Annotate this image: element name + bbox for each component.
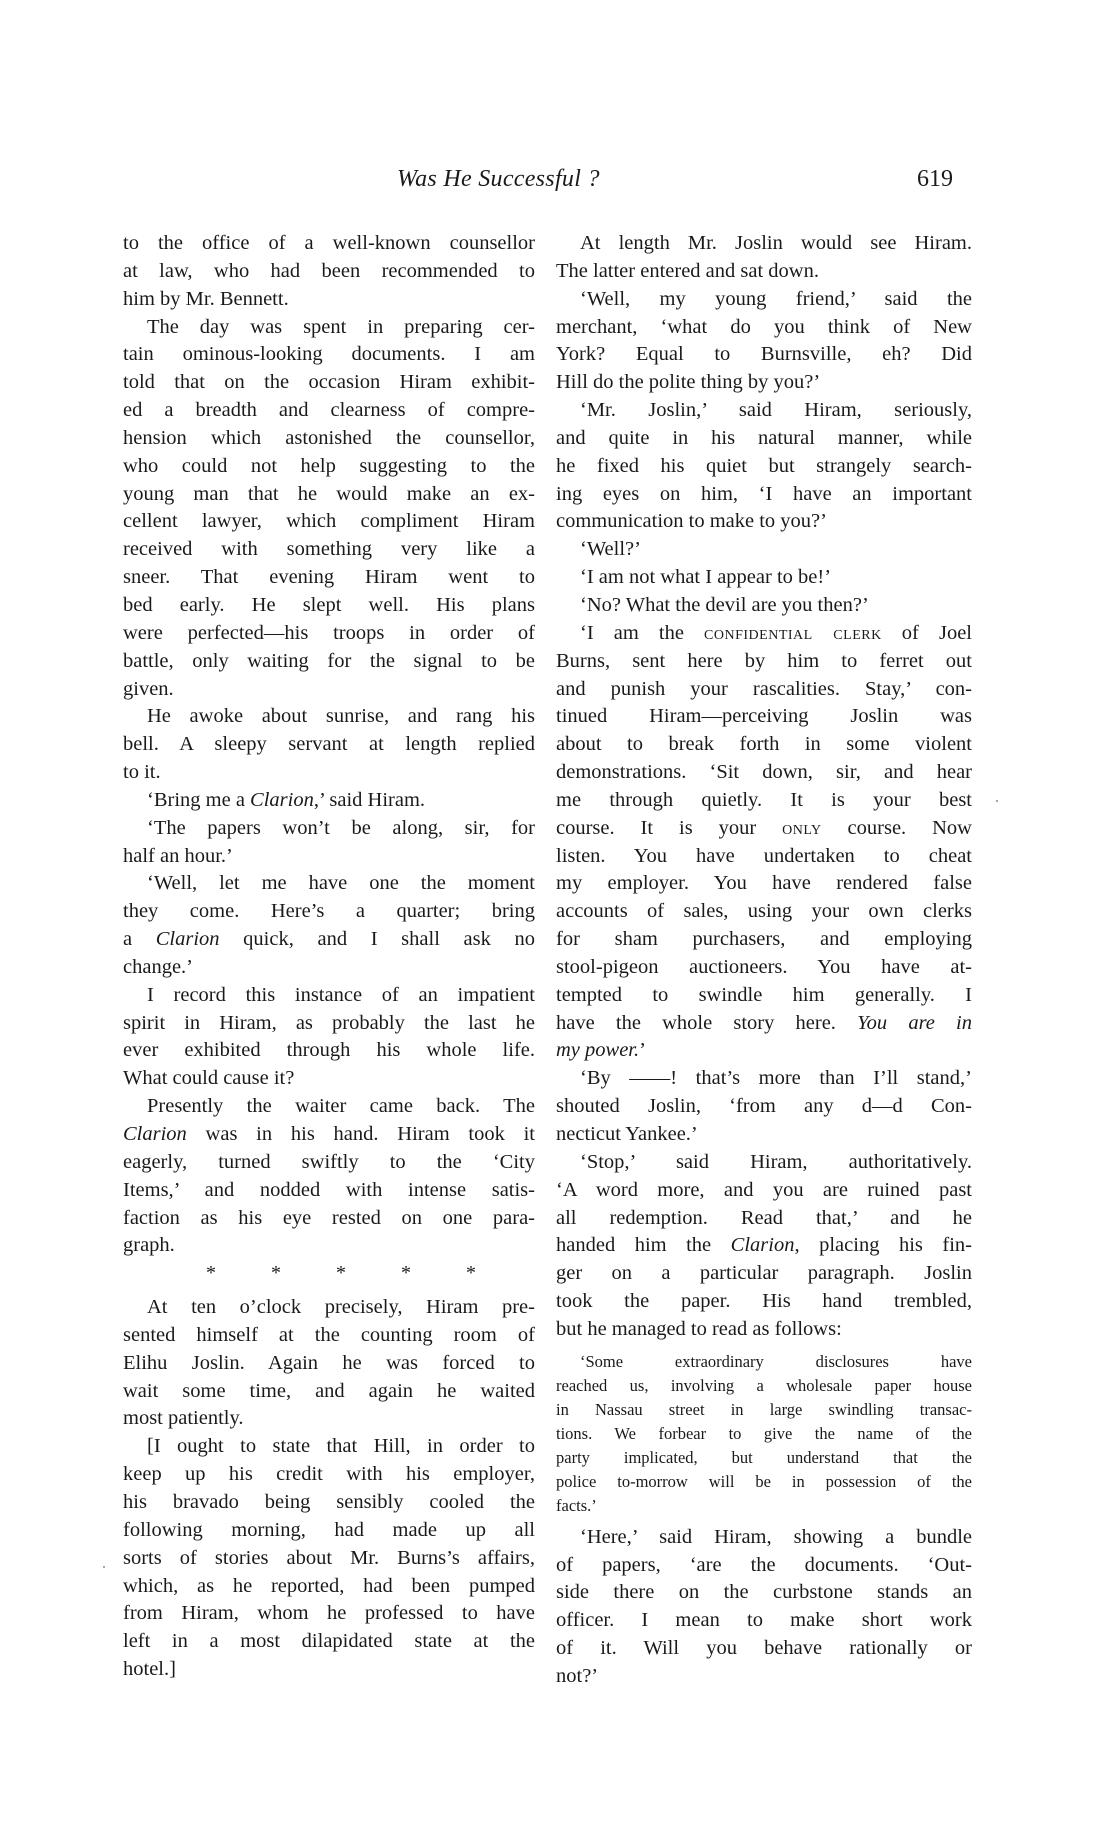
text-line: tinued Hiram—perceiving Joslin was: [556, 705, 972, 728]
text-line: not?’: [556, 1664, 599, 1687]
text-line: received with something very like a: [123, 538, 535, 561]
text-line: young man that he would make an ex-: [123, 482, 535, 505]
text-line: Elihu Joslin. Again he was forced to: [123, 1351, 535, 1374]
text-line: [556, 1010, 972, 1038]
text-line: tain ominous-looking documents. I am: [123, 343, 535, 366]
text-line: demonstrations. ‘Sit down, sir, and hear: [556, 761, 972, 784]
text-line: graph.: [123, 1234, 175, 1257]
text-line: ‘The papers won’t be along, sir, for: [147, 816, 535, 839]
text-line: to it.: [123, 761, 161, 784]
text-line: ‘Well, my young friend,’ said the: [580, 287, 972, 310]
newspaper-title: Clarion: [730, 1234, 795, 1257]
text-line: ‘No? What the devil are you then?’: [580, 593, 869, 616]
left-column: [123, 230, 535, 1684]
text-line: communication to make to you?’: [556, 510, 827, 533]
text-line: sented himself at the counting room of: [123, 1323, 535, 1346]
text-fragment: was in his hand. Hiram took it: [186, 1123, 535, 1145]
text-line: Hill do the polite thing by you?’: [556, 371, 821, 394]
text-line: ‘Well?’: [580, 538, 641, 561]
asterisk: *: [401, 1262, 411, 1285]
asterisk: *: [466, 1262, 476, 1285]
text-line: left in a most dilapidated state at the: [123, 1630, 535, 1653]
text-line: ever exhibited through his whole life.: [123, 1039, 535, 1062]
text-line: following morning, had made up all: [123, 1518, 535, 1541]
text-line: ‘Here,’ said Hiram, showing a bundle: [580, 1525, 972, 1548]
text-line: who could not help suggesting to the: [123, 454, 535, 477]
text-line: Presently the waiter came back. The: [147, 1095, 535, 1118]
text-line: but he managed to read as follows:: [556, 1317, 842, 1340]
text-fragment: handed him the: [556, 1234, 731, 1257]
quoted-newspaper-line: party implicated, but understand that the: [556, 1447, 972, 1467]
text-line: [123, 1121, 535, 1149]
text-line: hotel.]: [123, 1658, 176, 1681]
text-line: ger on a particular paragraph. Joslin: [556, 1262, 972, 1285]
quoted-newspaper-line: reached us, involving a wholesale paper house: [556, 1375, 972, 1395]
text-line: sneer. That evening Hiram went to: [123, 566, 535, 589]
text-line: all redemption. Read that,’ and he: [556, 1206, 972, 1229]
text-fragment: quick, and I shall ask no: [219, 928, 536, 951]
text-fragment: a: [123, 928, 156, 951]
text-line: [556, 1232, 972, 1260]
text-line: me through quietly. It is your best: [556, 788, 972, 811]
text-line: shouted Joslin, ‘from any d—d Con-: [556, 1095, 972, 1118]
text-line: ing eyes on him, ‘I have an important: [556, 482, 972, 505]
text-fragment: ,’ said Hiram.: [313, 788, 426, 811]
text-line: At length Mr. Joslin would see Hiram.: [580, 232, 972, 254]
text-line: hension which astonished the counsellor,: [123, 426, 535, 449]
text-line: they come. Here’s a quarter; bring: [123, 900, 535, 923]
text-line: bed early. He slept well. His plans: [123, 593, 535, 616]
text-line: Burns, sent here by him to ferret out: [556, 649, 972, 672]
asterisk: *: [336, 1262, 346, 1285]
text-line: officer. I mean to make short work: [556, 1609, 972, 1632]
text-line: cellent lawyer, which compliment Hiram: [123, 510, 535, 533]
text-line: spirit in Hiram, as probably the last he: [123, 1011, 535, 1034]
text-line: my employer. You have rendered false: [556, 872, 972, 895]
running-head: [0, 166, 1120, 200]
text-fragment: ’: [639, 1039, 646, 1062]
asterisk: *: [206, 1262, 216, 1285]
text-line: side there on the curbstone stands an: [556, 1581, 972, 1604]
text-fragment: ‘I am the: [580, 621, 705, 644]
text-fragment: , placing his fin-: [794, 1234, 972, 1257]
text-line: given.: [123, 677, 174, 700]
scan-speck: [996, 800, 998, 802]
text-line: Items,’ and nodded with intense satis-: [123, 1178, 535, 1201]
text-line: were perfected—his troops in order of: [123, 621, 535, 644]
text-line: stool-pigeon auctioneers. You have at-: [556, 955, 972, 978]
text-line: ‘Well, let me have one the moment: [147, 872, 535, 895]
text-line: [556, 815, 972, 843]
newspaper-title: Clarion: [123, 1123, 187, 1145]
text-line: he fixed his quiet but strangely search-: [556, 454, 972, 477]
italic-emphasis: my power.: [556, 1039, 640, 1062]
text-line: accounts of sales, using your own clerks: [556, 900, 972, 923]
scan-speck: [103, 1566, 105, 1568]
text-line: change.’: [123, 955, 193, 978]
text-line: The day was spent in preparing cer-: [147, 315, 535, 338]
text-line: most patiently.: [123, 1407, 244, 1430]
text-line: What could cause it?: [123, 1067, 295, 1090]
text-line: tempted to swindle him generally. I: [556, 983, 972, 1006]
text-line: which, as he reported, had been pumped: [123, 1574, 535, 1597]
text-line: eagerly, turned swiftly to the ‘City: [123, 1150, 535, 1173]
text-line: [123, 926, 535, 954]
text-line: took the paper. His hand trembled,: [556, 1290, 972, 1313]
text-fragment: ‘Bring me a: [147, 788, 251, 811]
text-line: wait some time, and again he waited: [123, 1379, 535, 1402]
text-line: ‘Stop,’ said Hiram, authoritatively.: [580, 1150, 972, 1173]
text-line: York? Equal to Burnsville, eh? Did: [556, 343, 972, 366]
text-line: ‘Mr. Joslin,’ said Hiram, seriously,: [580, 399, 972, 422]
newspaper-title: Clarion: [250, 788, 314, 811]
text-line: and punish your rascalities. Stay,’ con-: [556, 677, 972, 700]
text-line: ‘I am not what I appear to be!’: [580, 566, 832, 589]
text-line: ‘A word more, and you are ruined past: [556, 1178, 972, 1201]
text-line: necticut Yankee.’: [556, 1123, 698, 1145]
text-line: from Hiram, whom he professed to have: [123, 1602, 535, 1625]
quoted-newspaper-line: tions. We forbear to give the name of the: [556, 1423, 972, 1443]
text-line: him by Mr. Bennett.: [123, 287, 289, 310]
text-line: [556, 1037, 972, 1065]
text-line: ed a breadth and clearness of compre-: [123, 399, 535, 422]
text-fragment: course. It is your: [556, 816, 783, 839]
text-fragment: course. Now: [821, 816, 972, 839]
text-line: He awoke about sunrise, and rang his: [147, 705, 535, 728]
newspaper-title: Clarion: [155, 928, 220, 951]
page-number: 619: [917, 166, 953, 192]
text-line: his bravado being sensibly cooled the: [123, 1490, 535, 1513]
text-line: of papers, ‘are the documents. ‘Out-: [556, 1553, 972, 1576]
text-line: for sham purchasers, and employing: [556, 928, 972, 951]
text-line: told that on the occasion Hiram exhibit-: [123, 371, 535, 394]
text-line: half an hour.’: [123, 844, 233, 867]
section-break: [123, 1260, 535, 1288]
text-line: [I ought to state that Hill, in order to: [147, 1435, 535, 1458]
text-line: [123, 787, 535, 815]
text-line: ‘By ——! that’s more than I’ll stand,’: [580, 1067, 972, 1090]
text-line: to the office of a well-known counsellor: [123, 232, 535, 254]
text-line: merchant, ‘what do you think of New: [556, 315, 972, 338]
text-line: [556, 620, 972, 648]
text-line: battle, only waiting for the signal to be: [123, 649, 535, 672]
text-line: faction as his eye rested on one para-: [123, 1206, 535, 1229]
quoted-newspaper-line: police to-morrow will be in possession of the: [556, 1471, 972, 1491]
text-line: sorts of stories about Mr. Burns’s affairs,: [123, 1546, 535, 1569]
text-line: of it. Will you behave rationally or: [556, 1637, 972, 1660]
running-title: Was He Successful ?: [397, 166, 600, 192]
text-fragment: of Joel: [881, 621, 972, 644]
text-line: listen. You have undertaken to cheat: [556, 844, 972, 867]
right-column: [556, 230, 972, 1691]
text-line: and quite in his natural manner, while: [556, 426, 972, 449]
text-line: bell. A sleepy servant at length replied: [123, 733, 535, 756]
quoted-newspaper-line: facts.’: [556, 1495, 597, 1515]
text-line: at law, who had been recommended to: [123, 259, 535, 282]
text-line: The latter entered and sat down.: [556, 259, 819, 282]
text-fragment: have the whole story here.: [556, 1011, 858, 1034]
text-line: I record this instance of an impatient: [147, 983, 535, 1006]
small-caps-emphasis: confidential clerk: [704, 621, 882, 644]
text-line: keep up his credit with his employer,: [123, 1463, 535, 1486]
italic-emphasis: You are in: [857, 1011, 973, 1034]
text-line: At ten o’clock precisely, Hiram pre-: [147, 1296, 535, 1319]
quoted-newspaper-line: ‘Some extraordinary disclosures have: [580, 1351, 972, 1371]
asterisk: *: [271, 1262, 281, 1285]
small-caps-emphasis: only: [782, 816, 822, 839]
quoted-newspaper-line: in Nassau street in large swindling transac-: [556, 1399, 972, 1419]
text-line: about to break forth in some violent: [556, 733, 972, 756]
